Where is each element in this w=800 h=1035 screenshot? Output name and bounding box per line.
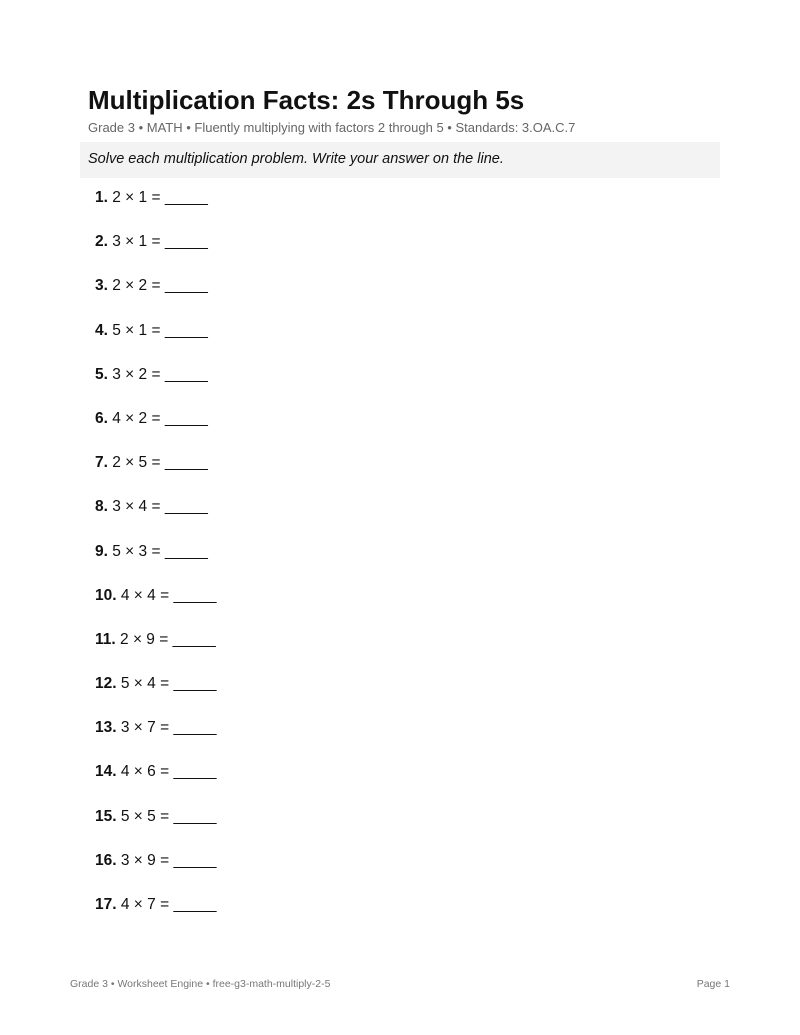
problem-item (95, 895, 217, 939)
problem-number: 2. (95, 233, 108, 251)
page-title: Multiplication Facts: 2s Through 5s (88, 85, 525, 115)
problem-number: 13. (95, 719, 117, 737)
problem-number: 14. (95, 763, 117, 781)
problem-number: 5. (95, 365, 108, 383)
problem-item (95, 321, 217, 365)
problem-expression: 5 × 3 = _____ (112, 542, 208, 560)
problem-number: 4. (95, 321, 108, 339)
problem-item (95, 851, 217, 895)
problem-list (95, 188, 217, 939)
problem-expression: 5 × 4 = _____ (120, 675, 217, 693)
problem-number: 15. (95, 807, 117, 825)
problem-expression: 5 × 5 = _____ (120, 807, 217, 825)
problem-item (95, 542, 217, 586)
problem-number: 9. (95, 542, 108, 560)
problem-expression: 2 × 5 = _____ (112, 454, 208, 472)
problem-item (95, 586, 217, 630)
problem-item (95, 276, 217, 320)
problem-number: 16. (95, 851, 117, 869)
footer-info: Grade 3 • Worksheet Engine • free-g3-math-multiply-2-5 (70, 978, 331, 990)
problem-expression: 3 × 9 = _____ (120, 851, 217, 869)
problem-item (95, 674, 217, 718)
problem-expression: 3 × 7 = _____ (120, 719, 217, 737)
worksheet-subtitle: Grade 3 • MATH • Fluently multiplying with factors 2 through 5 • Standards: 3.OA.C.7 (88, 120, 576, 135)
problem-expression: 3 × 1 = _____ (112, 233, 208, 251)
problem-item (95, 807, 217, 851)
instructions-box: Solve each multiplication problem. Write your answer on the line. (80, 142, 720, 178)
problem-item (95, 453, 217, 497)
problem-number: 10. (95, 586, 117, 604)
problem-expression: 4 × 7 = _____ (120, 896, 217, 913)
problem-item (95, 762, 217, 806)
problem-expression: 5 × 1 = _____ (112, 321, 208, 339)
problem-number: 3. (95, 277, 108, 295)
problem-expression: 2 × 1 = _____ (112, 189, 208, 206)
problem-number: 8. (95, 498, 108, 516)
problem-item (95, 365, 217, 409)
problem-expression: 2 × 9 = _____ (120, 630, 216, 648)
problem-expression: 4 × 4 = _____ (120, 586, 217, 604)
problem-item (95, 409, 217, 453)
problem-number: 17. (95, 896, 117, 913)
problem-expression: 4 × 2 = _____ (112, 409, 208, 427)
problem-item (95, 188, 217, 232)
problem-expression: 2 × 2 = _____ (112, 277, 208, 295)
problem-number: 1. (95, 189, 108, 206)
problem-expression: 3 × 4 = _____ (112, 498, 208, 516)
problem-expression: 3 × 2 = _____ (112, 365, 208, 383)
problem-item (95, 232, 217, 276)
problem-number: 6. (95, 409, 108, 427)
problem-item (95, 718, 217, 762)
problem-number: 12. (95, 675, 117, 693)
page-number: Page 1 (696, 978, 730, 990)
problem-item (95, 497, 217, 541)
problem-item (95, 630, 217, 674)
problem-number: 11. (95, 630, 116, 648)
problem-number: 7. (95, 454, 108, 472)
problem-expression: 4 × 6 = _____ (120, 763, 217, 781)
